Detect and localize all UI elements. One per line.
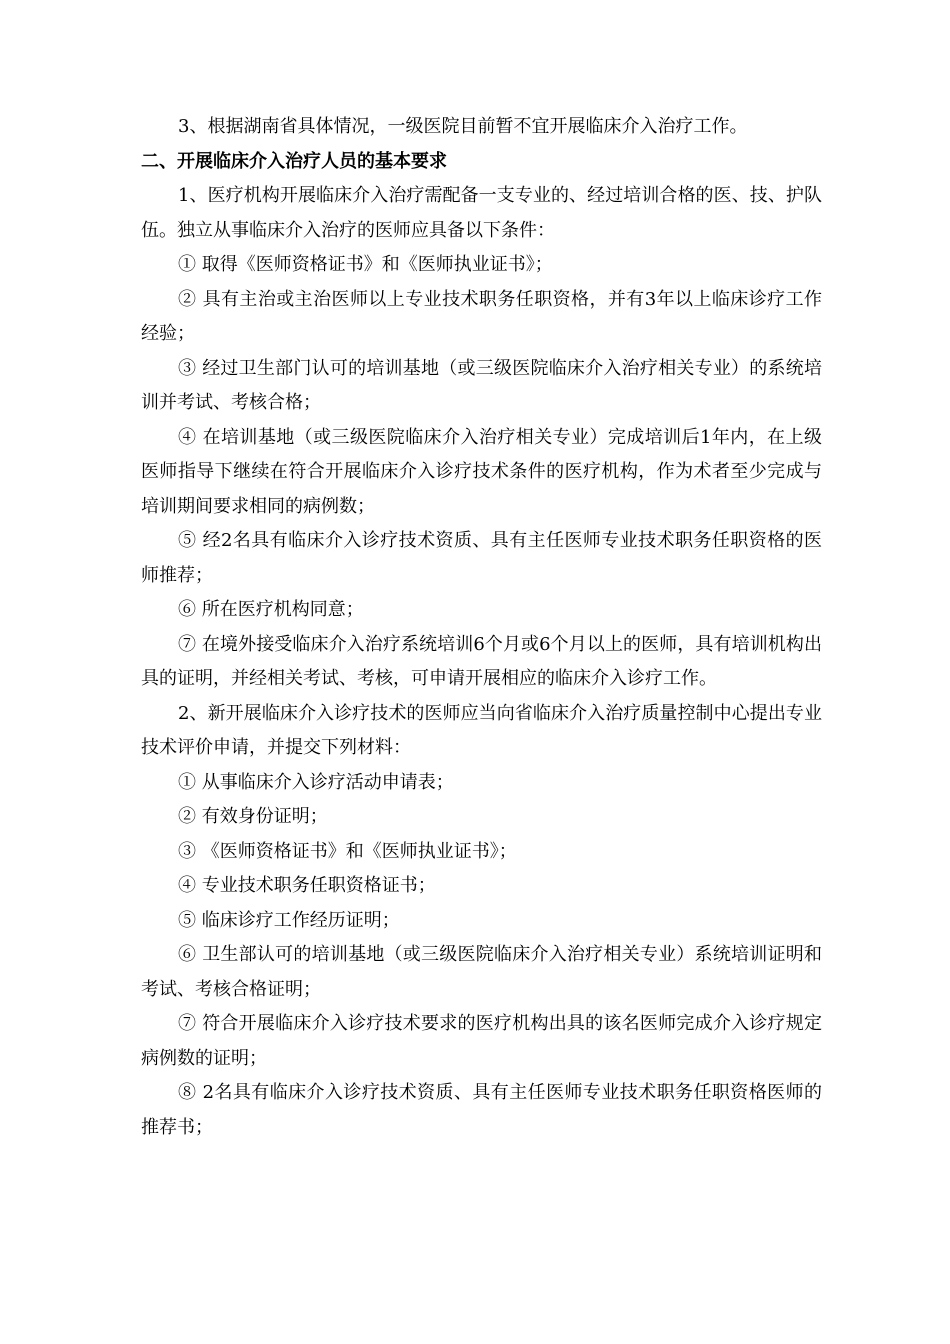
list-item: ⑦ 在境外接受临床介入治疗系统培训6个月或6个月以上的医师，具有培训机构出具的证明，并经相关考试、考核，可申请开展相应的临床介入诊疗工作。 xyxy=(141,633,822,689)
list-item: ④ 在培训基地（或三级医院临床介入治疗相关专业）完成培训后1年内，在上级医师指导下继续在符合开展临床介入诊疗技术条件的医疗机构，作为术者至少完成与培训期间要求相同的病例数； xyxy=(141,426,822,517)
section-heading: 二、开展临床介入治疗人员的基本要求 xyxy=(141,150,447,172)
list-item: ③ 经过卫生部门认可的培训基地（或三级医院临床介入治疗相关专业）的系统培训并考试、考核合格； xyxy=(141,357,822,413)
paragraph-section-1: 1、医疗机构开展临床介入治疗需配备一支专业的、经过培训合格的医、技、护队伍。独立从事临床介入治疗的医师应具备以下条件： xyxy=(141,185,822,241)
paragraph-section-2: 2、新开展临床介入诊疗技术的医师应当向省临床介入治疗质量控制中心提出专业技术评价申请，并提交下列材料： xyxy=(141,702,822,758)
list-item: ⑦ 符合开展临床介入诊疗技术要求的医疗机构出具的该名医师完成介入诊疗规定病例数的证明； xyxy=(141,1013,822,1069)
list-item: ⑥ 卫生部认可的培训基地（或三级医院临床介入治疗相关专业）系统培训证明和考试、考核合格证明； xyxy=(141,944,822,1000)
list-item: ⑥ 所在医疗机构同意； xyxy=(178,599,364,620)
list-item: ② 有效身份证明； xyxy=(178,806,328,827)
list-item: ④ 专业技术职务任职资格证书； xyxy=(178,875,436,896)
paragraph-item-3: 3、根据湖南省具体情况，一级医院目前暂不宜开展临床介入治疗工作。 xyxy=(178,116,748,137)
list-item: ⑤ 经2名具有临床介入诊疗技术资质、具有主任医师专业技术职务任职资格的医师推荐； xyxy=(141,530,822,586)
list-item: ③ 《医师资格证书》和《医师执业证书》； xyxy=(178,840,517,862)
list-item: ① 取得《医师资格证书》和《医师执业证书》； xyxy=(178,254,553,275)
list-item: ② 具有主治或主治医师以上专业技术职务任职资格，并有3年以上临床诊疗工作经验； xyxy=(141,288,822,344)
list-item: ① 从事临床介入诊疗活动申请表； xyxy=(178,771,454,793)
list-item: ⑤ 临床诊疗工作经历证明； xyxy=(178,909,400,931)
list-item: ⑧ 2名具有临床介入诊疗技术资质、具有主任医师专业技术职务任职资格医师的推荐书； xyxy=(141,1082,822,1138)
